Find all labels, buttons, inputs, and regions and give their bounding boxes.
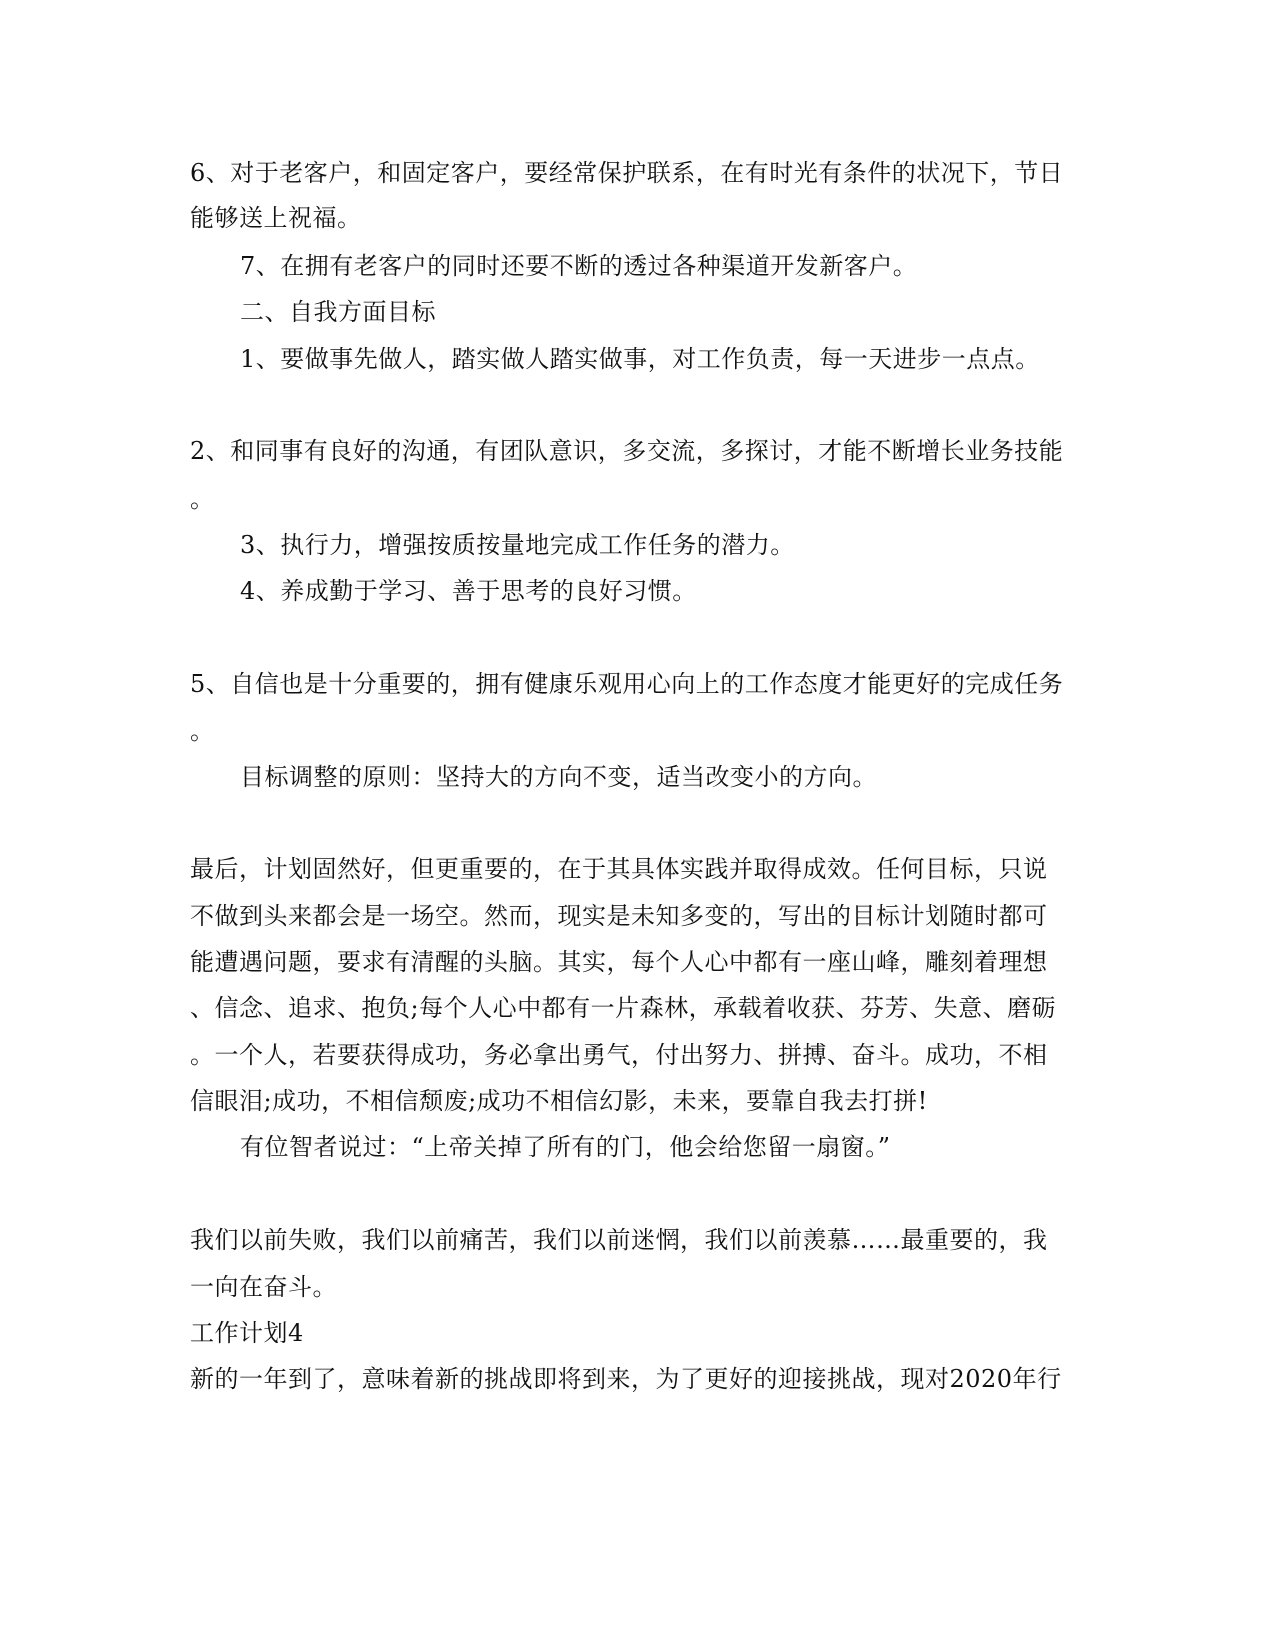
paragraph-line: 。 [190,717,215,745]
paragraph-line: 。 [190,485,215,513]
paragraph-line: 不做到头来都会是一场空。然而，现实是未知多变的，写出的目标计划随时都可 [190,902,1048,930]
paragraph-line: 5、自信也是十分重要的，拥有健康乐观用心向上的工作态度才能更好的完成任务 [190,670,1064,698]
paragraph-line: 目标调整的原则：坚持大的方向不变，适当改变小的方向。 [240,763,877,791]
paragraph-line: 能遭遇问题，要求有清醒的头脑。其实，每个人心中都有一座山峰，雕刻着理想 [190,948,1048,976]
paragraph-line: 6、对于老客户，和固定客户，要经常保护联系，在有时光有条件的状况下，节日 [190,159,1064,187]
paragraph-line: 7、在拥有老客户的同时还要不断的透过各种渠道开发新客户。 [240,252,918,280]
paragraph-line: 新的一年到了，意味着新的挑战即将到来，为了更好的迎接挑战，现对2020年行 [190,1365,1062,1393]
paragraph-line: 我们以前失败，我们以前痛苦，我们以前迷惘，我们以前羡慕……最重要的，我 [190,1226,1048,1254]
section-title: 工作计划4 [190,1319,304,1347]
paragraph-line: 一向在奋斗。 [190,1273,337,1301]
section-heading: 二、自我方面目标 [240,298,436,326]
paragraph-line: 。一个人，若要获得成功，务必拿出勇气，付出努力、拼搏、奋斗。成功，不相 [190,1041,1048,1069]
paragraph-line: 信眼泪;成功，不相信颓废;成功不相信幻影，未来，要靠自我去打拼! [190,1087,928,1115]
quote-line: 有位智者说过：“上帝关掉了所有的门，他会给您留一扇窗。” [240,1133,891,1161]
paragraph-line: 、信念、追求、抱负;每个人心中都有一片森林，承载着收获、芬芳、失意、磨砺 [190,994,1057,1022]
paragraph-line: 最后，计划固然好，但更重要的，在于其具体实践并取得成效。任何目标，只说 [190,855,1048,883]
paragraph-line: 3、执行力，增强按质按量地完成工作任务的潜力。 [240,531,795,559]
paragraph-line: 1、要做事先做人，踏实做人踏实做事，对工作负责，每一天进步一点点。 [240,345,1040,373]
paragraph-line: 2、和同事有良好的沟通，有团队意识，多交流，多探讨，才能不断增长业务技能 [190,437,1064,465]
paragraph-line: 能够送上祝福。 [190,204,362,232]
paragraph-line: 4、养成勤于学习、善于思考的良好习惯。 [240,577,697,605]
